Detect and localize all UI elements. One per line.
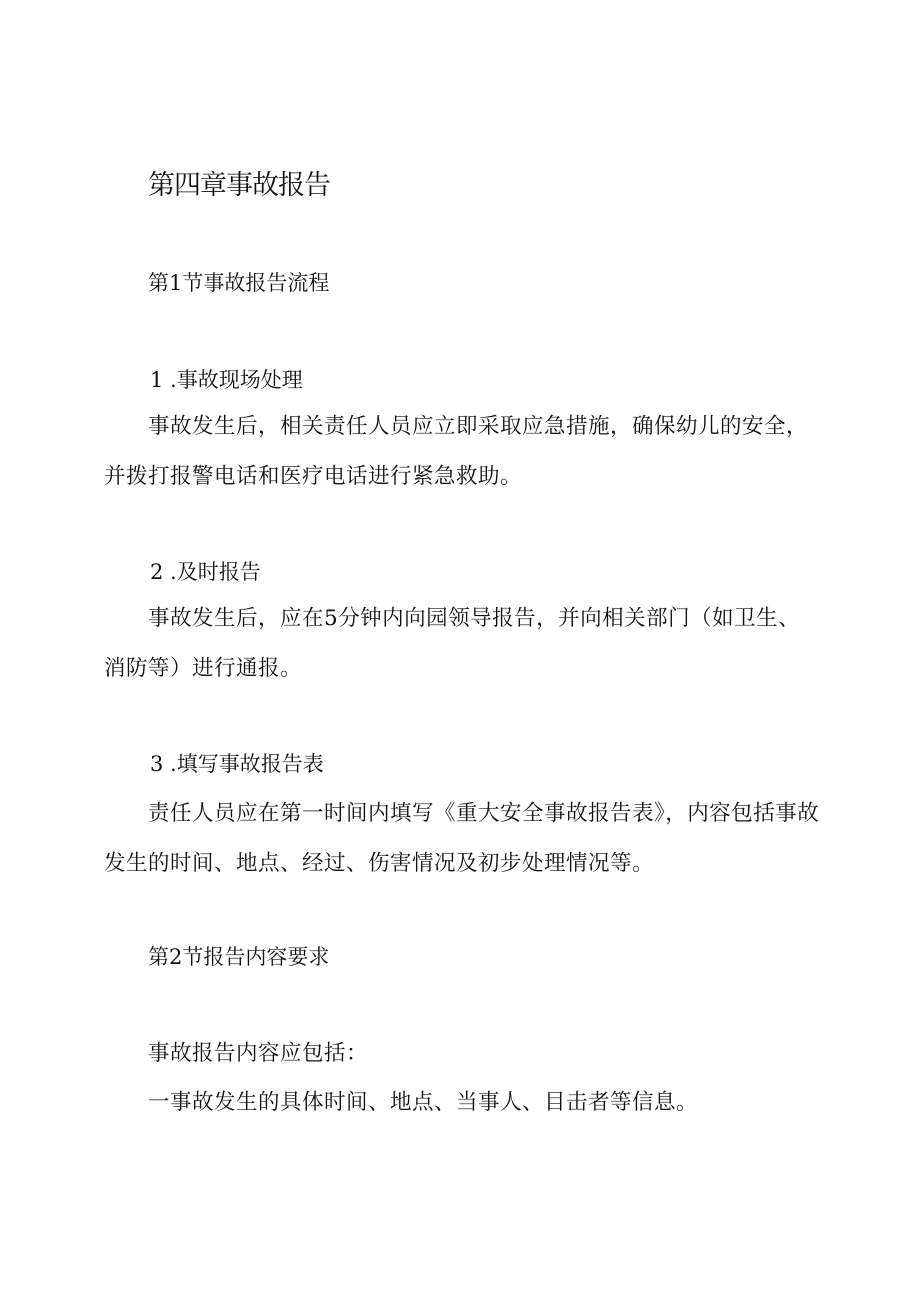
section-2-title: 第2节报告内容要求 bbox=[148, 945, 330, 969]
section-2-point: 一事故发生的具体时间、地点、当事人、目击者等信息。 bbox=[148, 1090, 699, 1115]
item-2-body: 事故发生后，应在5分钟内向园领导报告，并向相关部门（如卫生、消防等）进行通报。 bbox=[104, 606, 801, 681]
item-1-title: 1 .事故现场处理 bbox=[150, 368, 303, 392]
section-1-title: 第1节事故报告流程 bbox=[148, 271, 330, 295]
section-2-intro: 事故报告内容应包括： bbox=[148, 1041, 369, 1066]
item-3-title: 3 .填写事故报告表 bbox=[150, 752, 324, 776]
item-3-body: 责任人员应在第一时间内填写《重大安全事故报告表》，内容包括事故发生的时间、地点、经过、伤害情况及初步处理情况等。 bbox=[104, 801, 820, 876]
item-1-body: 事故发生后，相关责任人员应立即采取应急措施，确保幼儿的安全，并拨打报警电话和医疗电话进行紧急救助。 bbox=[104, 414, 809, 489]
chapter-title: 第四章事故报告 bbox=[148, 170, 330, 201]
item-2-title: 2 .及时报告 bbox=[150, 560, 261, 584]
